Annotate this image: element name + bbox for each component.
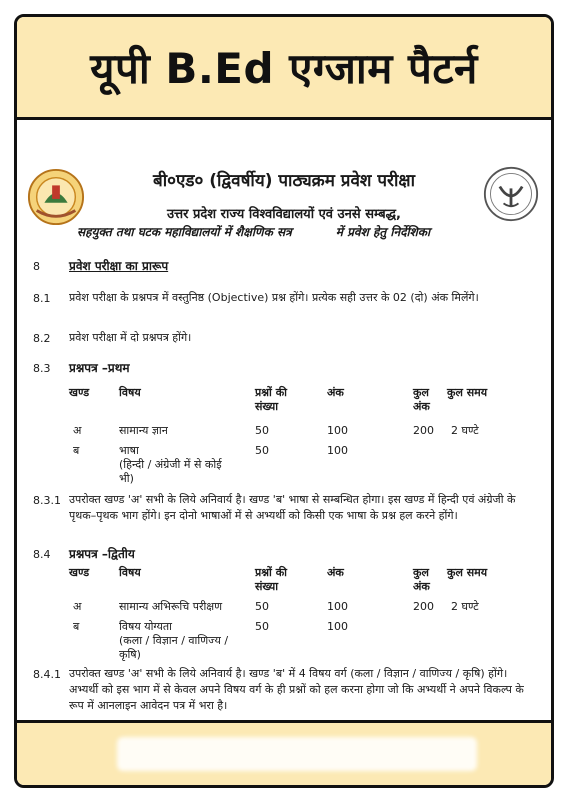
col-khand: खण्ड — [69, 566, 90, 579]
section-number: 8 — [33, 260, 40, 273]
section-number: 8.3 — [33, 362, 51, 375]
footer-banner — [17, 720, 551, 785]
cell-vishay: (कला / विज्ञान / वाणिज्य / — [119, 634, 229, 647]
section-number: 8.1 — [33, 292, 51, 305]
cell-ank: 100 — [327, 620, 348, 633]
section-heading: प्रश्नपत्र –द्वितीय — [69, 547, 135, 561]
section-heading: प्रवेश परीक्षा का प्रारूप — [69, 259, 169, 273]
document-title: बी०एड० (द्विवर्षीय) पाठ्यक्रम प्रवेश परीक्षा — [153, 171, 415, 191]
col-kul-ank: अंक — [413, 400, 430, 413]
poster-frame — [14, 14, 554, 788]
col-samay: कुल समय — [447, 566, 488, 579]
cell-prashn: 50 — [255, 600, 269, 613]
cell-vishay: भी) — [119, 472, 134, 485]
section-heading: प्रश्नपत्र –प्रथम — [69, 361, 130, 375]
cell-vishay: (हिन्दी / अंग्रेजी में से कोई — [119, 458, 222, 471]
cell-khand: ब — [73, 620, 80, 633]
cell-kul: 200 — [413, 424, 434, 437]
cell-samay: 2 घण्टे — [451, 424, 479, 437]
col-samay: कुल समय — [447, 386, 488, 399]
header-banner — [17, 17, 551, 120]
banner-title: यूपी B.Ed एग्जाम पैटर्न — [90, 43, 478, 93]
cell-prashn: 50 — [255, 424, 269, 437]
col-kul-ank: अंक — [413, 580, 430, 593]
paragraph: प्रवेश परीक्षा में दो प्रश्नपत्र होंगे। — [69, 331, 192, 344]
cell-kul: 200 — [413, 600, 434, 613]
cell-ank: 100 — [327, 600, 348, 613]
col-prashn: प्रश्नों की — [255, 566, 288, 579]
document-subtitle: उत्तर प्रदेश राज्य विश्वविद्यालयों एवं उनसे सम्बद्ध, — [167, 207, 401, 222]
document-subtitle-2: सहयुक्त तथा घटक महाविद्यालयों में शैक्षणिक सत्र में प्रवेश हेतु निर्देशिका — [77, 225, 431, 239]
section-number: 8.4 — [33, 548, 51, 561]
col-kul: कुल — [413, 566, 429, 579]
footer-blurred-area — [117, 737, 477, 771]
col-ank: अंक — [327, 566, 344, 579]
col-ank: अंक — [327, 386, 344, 399]
cell-khand: अ — [73, 424, 82, 437]
document-image — [17, 120, 551, 720]
exam-table-2 — [69, 566, 509, 662]
col-sankhya: संख्या — [255, 580, 279, 593]
col-vishay: विषय — [119, 386, 141, 399]
section-number: 8.3.1 — [33, 494, 61, 507]
cell-samay: 2 घण्टे — [451, 600, 479, 613]
col-prashn: प्रश्नों की — [255, 386, 288, 399]
cell-ank: 100 — [327, 424, 348, 437]
exam-table-1 — [69, 386, 509, 486]
cell-khand: अ — [73, 600, 82, 613]
paragraph: उपरोक्त खण्ड 'अ' सभी के लिये अनिवार्य है। खण्ड 'ब' भाषा से सम्बन्धित होगा। इस खण्ड में हिन्दी एवं अंग्रेजी के पृथक–पृथक भाग होंगे। इन दोनो भाषाओं में से अभ्यर्थी को किसी एक भाषा के प्रश्न हल करने होंगे। — [69, 493, 516, 522]
col-vishay: विषय — [119, 566, 141, 579]
col-sankhya: संख्या — [255, 400, 279, 413]
cell-vishay: विषय योग्यता — [119, 620, 173, 633]
paragraph: प्रवेश परीक्षा के प्रश्नपत्र में वस्तुनिष्ठ (Objective) प्रश्न होंगे। प्रत्येक सही उत्तर के 02 (दो) अंक मिलेंगे। — [69, 291, 479, 304]
col-khand: खण्ड — [69, 386, 90, 399]
section-number: 8.4.1 — [33, 668, 61, 681]
section-number: 8.2 — [33, 332, 51, 345]
cell-vishay: भाषा — [119, 444, 139, 457]
cell-ank: 100 — [327, 444, 348, 457]
cell-prashn: 50 — [255, 620, 269, 633]
cell-vishay: सामान्य ज्ञान — [119, 424, 168, 437]
cell-vishay: कृषि) — [119, 648, 141, 661]
col-kul: कुल — [413, 386, 429, 399]
paragraph: उपरोक्त खण्ड 'अ' सभी के लिये अनिवार्य है। खण्ड 'ब' में 4 विषय वर्ग (कला / विज्ञान / वाणिज्य / कृषि) होंगे। अभ्यर्थी को इस भाग में से केवल अपने विषय वर्ग के ही प्रश्नों को हल करना होगा जो कि अभ्यर्थी ने अपने विकल्प के रूप में आनलाइन आवेदन पत्र में भरा है। — [69, 667, 524, 712]
cell-khand: ब — [73, 444, 80, 457]
cell-prashn: 50 — [255, 444, 269, 457]
cell-vishay: सामान्य अभिरूचि परीक्षण — [119, 600, 223, 613]
